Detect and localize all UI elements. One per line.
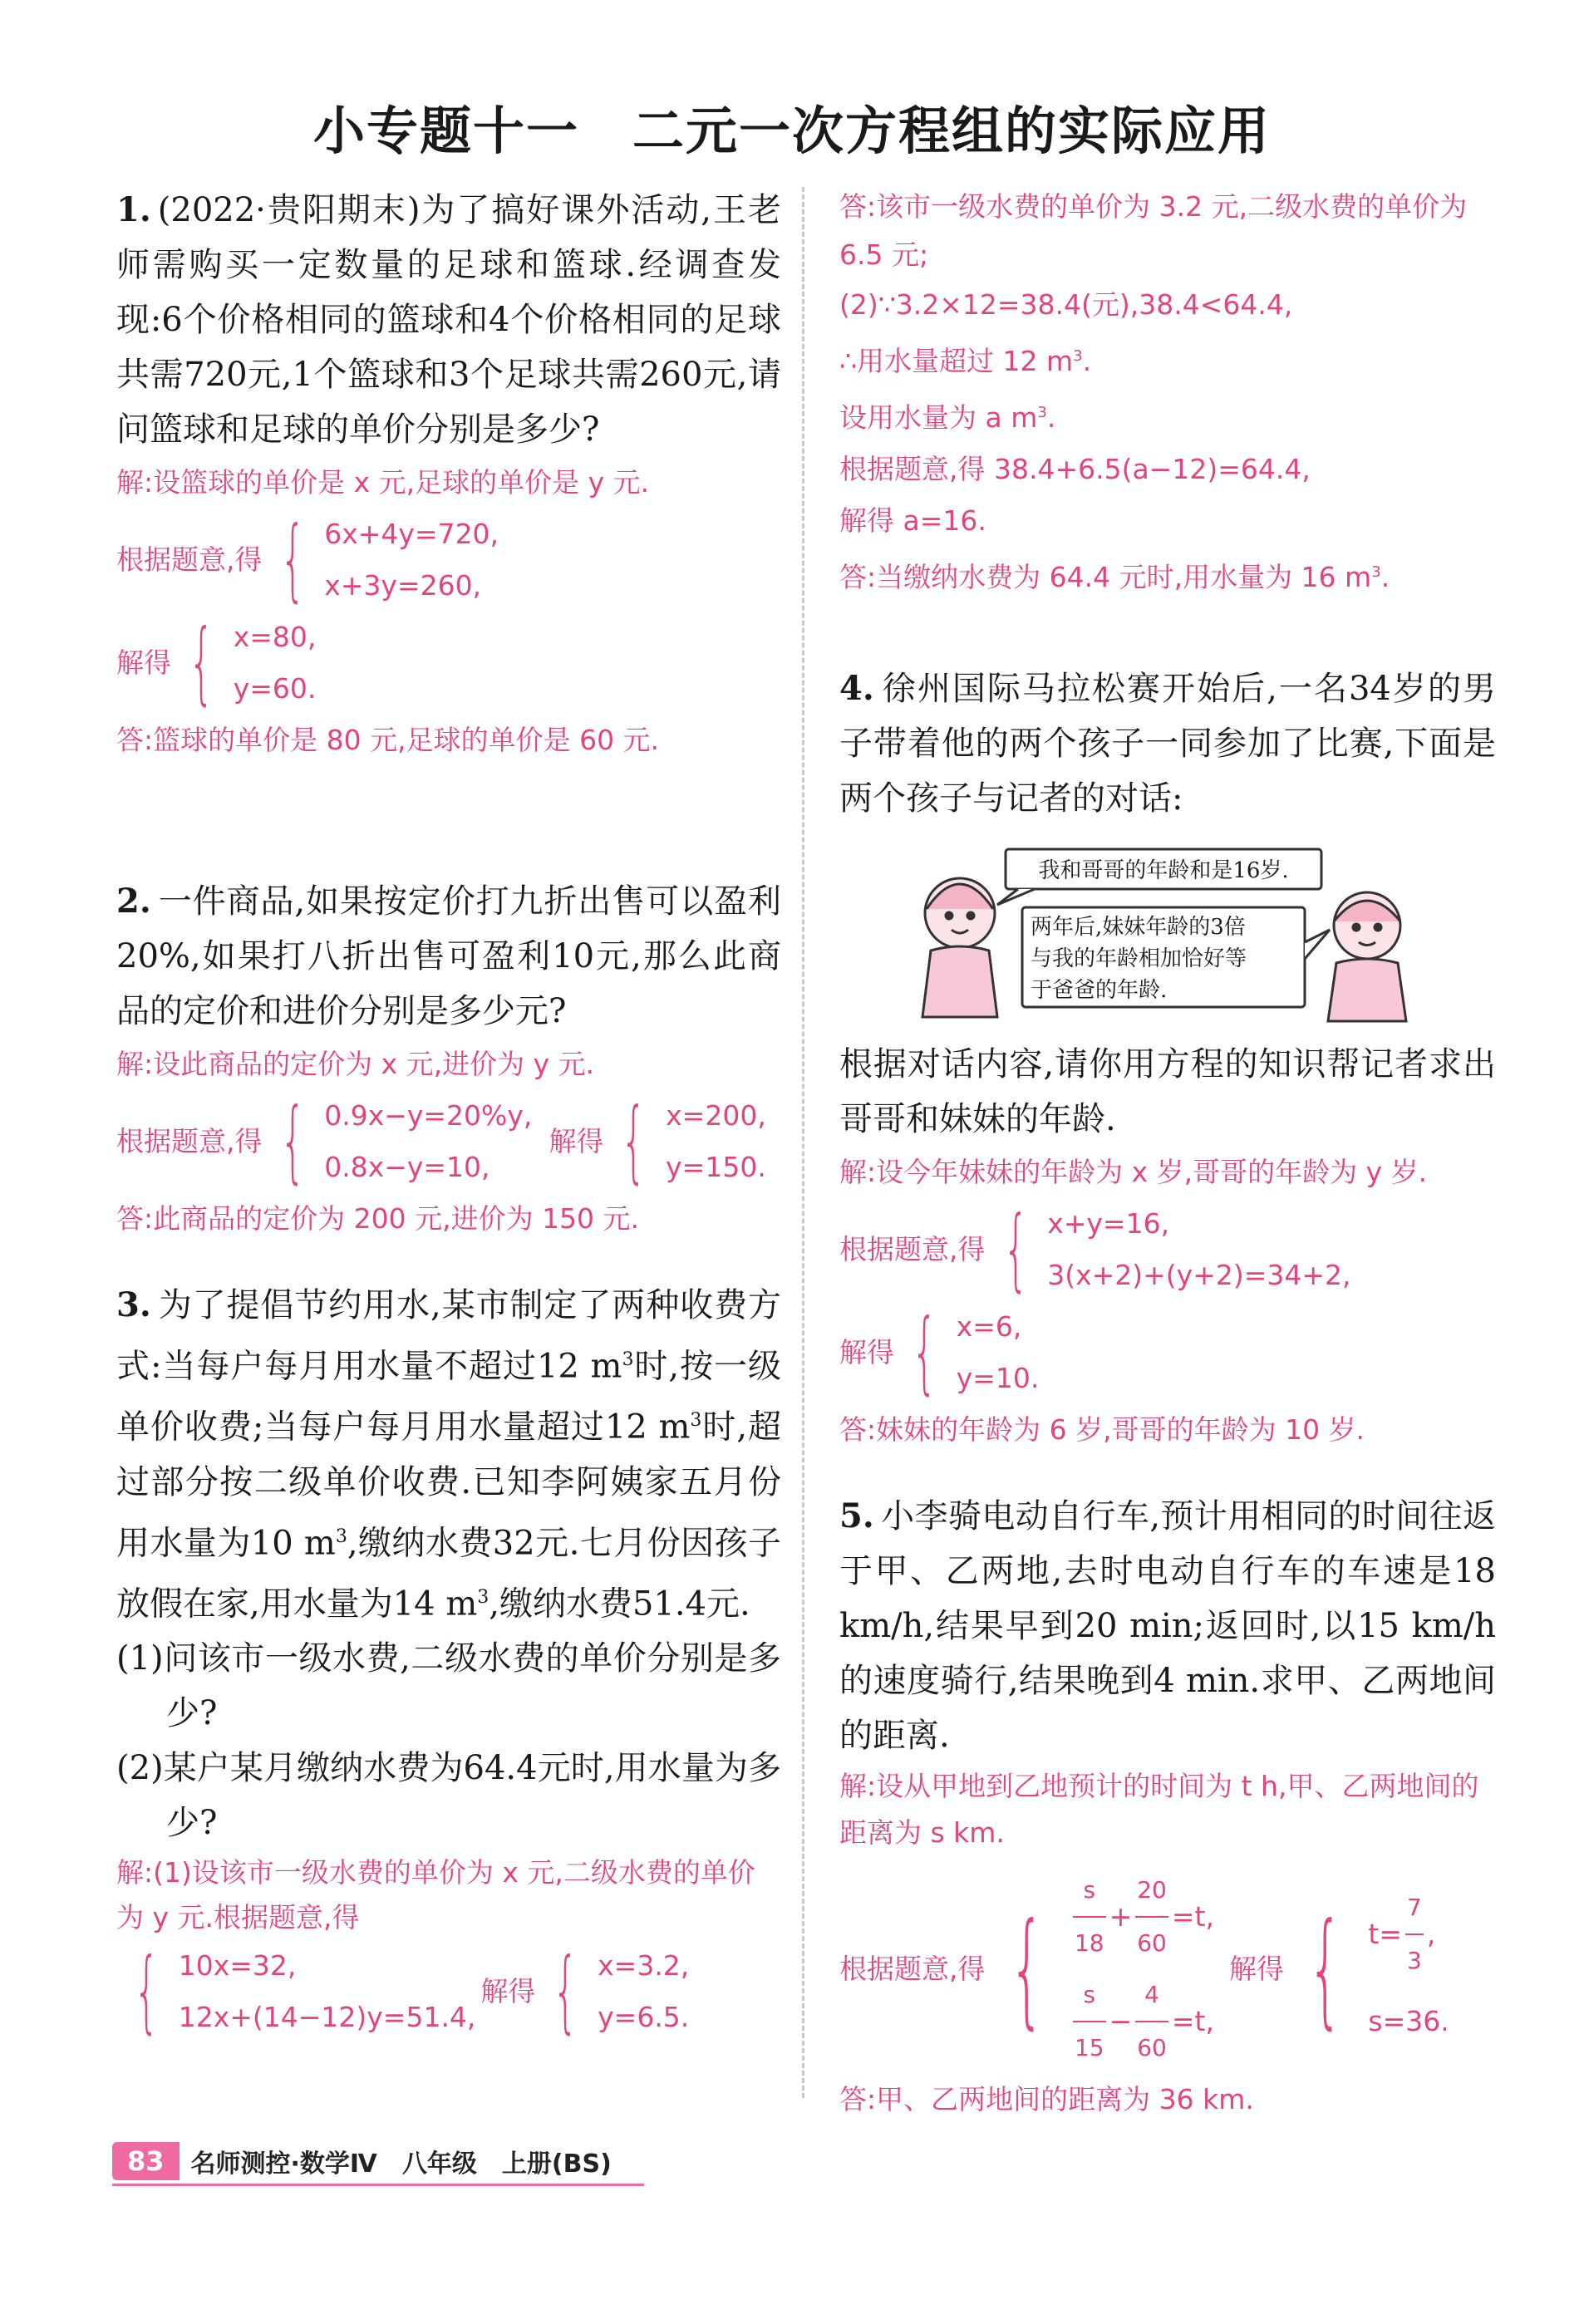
answer: 答:该市一级水费的单价为 3.2 元,二级水费的单价为 6.5 元; xyxy=(839,190,1468,271)
problem-1 xyxy=(116,183,781,766)
left-column xyxy=(116,183,781,2043)
problem-text: (2022·贵阳期末)为了搞好课外活动,王老师需购买一定数量的足球和篮球.经调查发现:6个价格相同的篮球和4个价格相同的足球共需720元,1个篮球和3个足球共需260元,请问篮球和足球的单价分别是多少? xyxy=(116,191,781,449)
answer: 答:篮球的单价是 80 元,足球的单价是 60 元. xyxy=(116,724,660,756)
problem-3-continued: 答:该市一级水费的单价为 3.2 元,二级水费的单价为 6.5 元; (2)∵3.2×12=38.4(元),38.4<64.4, ∴用水量超过 12 $m^3$. 设用水量为 a $m^3$. 根据题意,得 38.4+6.5(a−12)=64.4, 解得 a=16. 答:当缴纳水费为 64.4 元时,用水量为 16 $m^3$. xyxy=(839,183,1496,603)
answer: 答:妹妹的年龄为 6 岁,哥哥的年龄为 10 岁. xyxy=(839,1413,1365,1446)
answer: 答:此商品的定价为 200 元,进价为 150 元. xyxy=(116,1202,640,1235)
page-footer xyxy=(112,2142,612,2180)
problem-2 xyxy=(116,874,781,1245)
dialogue-illustration xyxy=(914,843,1421,1025)
column-divider xyxy=(802,187,804,2098)
equation-system: 根据题意,得 { $\frac{s}{18}$ + $\frac{20}{60}$ =t, $\frac{s}{15}$ − $\frac{4}{60}$ =t, 解得 { t= $\frac{7}{3}$ , s=36. xyxy=(839,1865,1496,2074)
sub-question-2: (2)某户某月缴纳水费为64.4元时,用水量为多少? xyxy=(116,1749,781,1843)
problem-text: 徐州国际马拉松赛开始后,一名34岁的男子带着他的两个孩子一同参加了比赛,下面是两个孩子与记者的对话: xyxy=(839,670,1496,818)
page-title: 小专题十一 二元一次方程组的实际应用 xyxy=(312,101,1271,161)
problem-number: 2. xyxy=(116,882,151,921)
equation-system: 根据题意,得 { 6x+4y=720, x+3y=260, xyxy=(116,508,499,612)
equation-system: 根据题意,得 { x+y=16, 3(x+2)+(y+2)=34+2, xyxy=(839,1197,1351,1301)
problem-number: 3. xyxy=(116,1285,151,1324)
problem-number: 1. xyxy=(116,190,151,229)
answer: 答:当缴纳水费为 64.4 元时,用水量为 16 $m^3$. xyxy=(839,561,1390,593)
problem-number: 5. xyxy=(839,1496,874,1535)
bubble-1-text: 我和哥哥的年龄和是16岁. xyxy=(1038,858,1289,883)
solution-intro: 解:设此商品的定价为 x 元,进价为 y 元. xyxy=(116,1048,595,1080)
svg-text:与我的年龄相加恰好等: 与我的年龄相加恰好等 xyxy=(1031,946,1247,971)
problem-number: 4. xyxy=(839,669,874,708)
boy-figure xyxy=(1328,892,1406,1021)
equation-system: { 10x=32, 12x+(14−12)y=51.4, 解得 { x=3.2, y=6.5. xyxy=(133,1939,690,2044)
problem-text-2: 根据对话内容,请你用方程的知识帮记者求出哥哥和妹妹的年龄. xyxy=(839,1045,1496,1138)
problem-text: 3. 为了提倡节约用水,某市制定了两种收费方式:当每户每月用水量不超过12 $m^3$时,按一级单价收费;当每户每月用水量超过12 $m^3$时,超过部分按二级单价收费.已知李阿姨家五月份用水量为10 $m^3$,缴纳水费32元.七月份因孩子放假在家,用水量为14 $m^3$,缴纳水费51.4元. xyxy=(116,1285,782,1624)
book-brand: 名师测控·数学Ⅳ 八年级 上册(BS) xyxy=(190,2150,612,2179)
footer-rule xyxy=(112,2184,644,2186)
problem-3 xyxy=(116,1278,781,2043)
svg-text:两年后,妹妹年龄的3倍: 两年后,妹妹年龄的3倍 xyxy=(1031,915,1246,940)
problem-text: 一件商品,如果按定价打九折出售可以盈利20%,如果打八折出售可盈利10元,那么此商品的定价和进价分别是多少元? xyxy=(116,882,781,1030)
solution-intro: 解:设从甲地到乙地预计的时间为 t h,甲、乙两地间的距离为 s km. xyxy=(839,1770,1479,1849)
right-column xyxy=(839,183,1496,2125)
problem-4 xyxy=(839,661,1496,1456)
solution-intro: 解:(1)设该市一级水费的单价为 x 元,二级水费的单价为 y 元.根据题意,得 xyxy=(116,1856,755,1934)
solution-intro: 解:设篮球的单价是 x 元,足球的单价是 y 元. xyxy=(116,466,650,499)
problem-5 xyxy=(839,1489,1496,2125)
girl-figure xyxy=(922,878,997,1017)
solution-intro: 解:设今年妹妹的年龄为 x 岁,哥哥的年龄为 y 岁. xyxy=(839,1156,1428,1188)
page-number: 83 xyxy=(112,2142,180,2180)
problem-text: 小李骑电动自行车,预计用相同的时间往返于甲、乙两地,去时电动自行车的车速是18 km/h,结果早到20 min;返回时,以15 km/h的速度骑行,结果晚到4 min.求甲、乙两地间的距离. xyxy=(839,1497,1496,1755)
equation-system: 根据题意,得 { 0.9x−y=20%y, 0.8x−y=10, 解得 { x=200, y=150. xyxy=(116,1089,766,1193)
svg-text:于爸爸的年龄.: 于爸爸的年龄. xyxy=(1031,978,1168,1003)
solution-result: 解得 { x=80, y=60. xyxy=(116,611,317,715)
answer: 答:甲、乙两地间的距离为 36 km. xyxy=(839,2083,1254,2115)
solution-result: 解得 { x=6, y=10. xyxy=(839,1300,1040,1404)
sub-question-1: (1)问该市一级水费,二级水费的单价分别是多少? xyxy=(116,1639,781,1733)
